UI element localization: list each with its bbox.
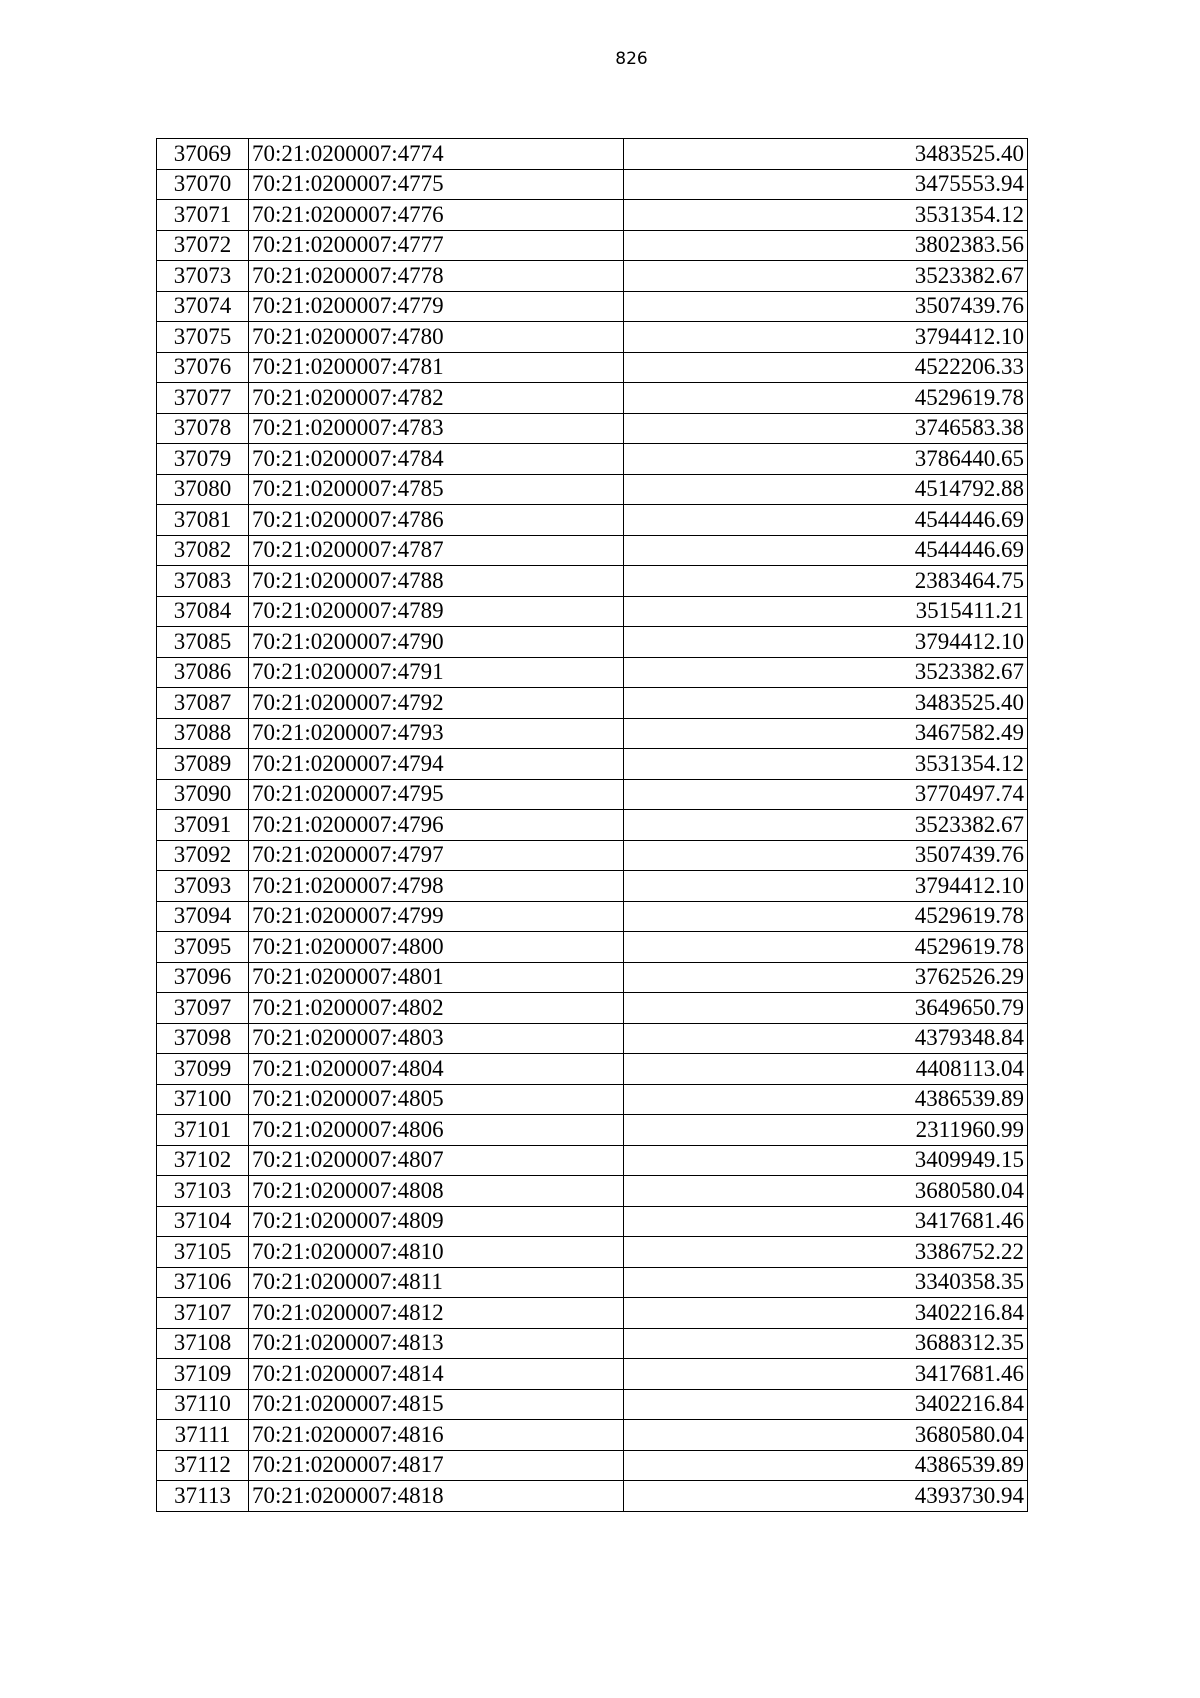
cadastral-value-cell: 3507439.76	[624, 840, 1028, 871]
cadastral-value-cell: 3688312.35	[624, 1328, 1028, 1359]
cadastral-value-cell: 2311960.99	[624, 1115, 1028, 1146]
table-row	[157, 413, 1028, 444]
table-row	[157, 444, 1028, 475]
cadastral-number-cell: 70:21:0200007:4810	[249, 1237, 624, 1268]
row-number-cell: 37097	[157, 993, 249, 1024]
cadastral-value-table	[156, 138, 1028, 1512]
table-row	[157, 1084, 1028, 1115]
cadastral-number-cell: 70:21:0200007:4816	[249, 1420, 624, 1451]
cadastral-value-cell: 4529619.78	[624, 383, 1028, 414]
table-row	[157, 1481, 1028, 1512]
row-number-cell: 37079	[157, 444, 249, 475]
table-row	[157, 169, 1028, 200]
row-number-cell: 37093	[157, 871, 249, 902]
table-row	[157, 1298, 1028, 1329]
row-number-cell: 37100	[157, 1084, 249, 1115]
table-row	[157, 962, 1028, 993]
cadastral-number-cell: 70:21:0200007:4818	[249, 1481, 624, 1512]
cadastral-number-cell: 70:21:0200007:4776	[249, 200, 624, 231]
cadastral-value-cell: 3409949.15	[624, 1145, 1028, 1176]
cadastral-value-cell: 4529619.78	[624, 901, 1028, 932]
row-number-cell: 37078	[157, 413, 249, 444]
cadastral-value-cell: 4529619.78	[624, 932, 1028, 963]
table-row	[157, 1420, 1028, 1451]
table-row	[157, 1115, 1028, 1146]
table-row	[157, 1359, 1028, 1390]
row-number-cell: 37088	[157, 718, 249, 749]
table-row	[157, 1328, 1028, 1359]
row-number-cell: 37099	[157, 1054, 249, 1085]
row-number-cell: 37106	[157, 1267, 249, 1298]
row-number-cell: 37086	[157, 657, 249, 688]
row-number-cell: 37082	[157, 535, 249, 566]
cadastral-value-cell: 3483525.40	[624, 688, 1028, 719]
row-number-cell: 37071	[157, 200, 249, 231]
cadastral-number-cell: 70:21:0200007:4803	[249, 1023, 624, 1054]
cadastral-number-cell: 70:21:0200007:4791	[249, 657, 624, 688]
row-number-cell: 37075	[157, 322, 249, 353]
row-number-cell: 37113	[157, 1481, 249, 1512]
cadastral-number-cell: 70:21:0200007:4794	[249, 749, 624, 780]
row-number-cell: 37089	[157, 749, 249, 780]
table-row	[157, 1023, 1028, 1054]
cadastral-value-cell: 4544446.69	[624, 505, 1028, 536]
cadastral-value-cell: 3507439.76	[624, 291, 1028, 322]
table-row	[157, 810, 1028, 841]
row-number-cell: 37110	[157, 1389, 249, 1420]
cadastral-number-cell: 70:21:0200007:4775	[249, 169, 624, 200]
cadastral-number-cell: 70:21:0200007:4808	[249, 1176, 624, 1207]
cadastral-number-cell: 70:21:0200007:4799	[249, 901, 624, 932]
cadastral-value-cell: 4514792.88	[624, 474, 1028, 505]
row-number-cell: 37091	[157, 810, 249, 841]
cadastral-number-cell: 70:21:0200007:4815	[249, 1389, 624, 1420]
cadastral-number-cell: 70:21:0200007:4798	[249, 871, 624, 902]
cadastral-value-cell: 3417681.46	[624, 1206, 1028, 1237]
table-row	[157, 1054, 1028, 1085]
cadastral-value-cell: 3680580.04	[624, 1420, 1028, 1451]
cadastral-number-cell: 70:21:0200007:4797	[249, 840, 624, 871]
cadastral-value-cell: 4544446.69	[624, 535, 1028, 566]
cadastral-number-cell: 70:21:0200007:4804	[249, 1054, 624, 1085]
cadastral-number-cell: 70:21:0200007:4811	[249, 1267, 624, 1298]
table-row	[157, 352, 1028, 383]
table-row	[157, 901, 1028, 932]
row-number-cell: 37095	[157, 932, 249, 963]
cadastral-number-cell: 70:21:0200007:4790	[249, 627, 624, 658]
row-number-cell: 37080	[157, 474, 249, 505]
cadastral-number-cell: 70:21:0200007:4780	[249, 322, 624, 353]
cadastral-number-cell: 70:21:0200007:4785	[249, 474, 624, 505]
table-row	[157, 932, 1028, 963]
cadastral-number-cell: 70:21:0200007:4813	[249, 1328, 624, 1359]
row-number-cell: 37077	[157, 383, 249, 414]
row-number-cell: 37076	[157, 352, 249, 383]
row-number-cell: 37105	[157, 1237, 249, 1268]
cadastral-value-cell: 3794412.10	[624, 871, 1028, 902]
table-row	[157, 1450, 1028, 1481]
cadastral-number-cell: 70:21:0200007:4781	[249, 352, 624, 383]
table-row	[157, 1206, 1028, 1237]
cadastral-number-cell: 70:21:0200007:4774	[249, 139, 624, 170]
table-row	[157, 261, 1028, 292]
row-number-cell: 37094	[157, 901, 249, 932]
row-number-cell: 37073	[157, 261, 249, 292]
cadastral-value-cell: 3402216.84	[624, 1298, 1028, 1329]
cadastral-value-cell: 3467582.49	[624, 718, 1028, 749]
cadastral-number-cell: 70:21:0200007:4789	[249, 596, 624, 627]
cadastral-value-cell: 3531354.12	[624, 200, 1028, 231]
cadastral-number-cell: 70:21:0200007:4795	[249, 779, 624, 810]
row-number-cell: 37109	[157, 1359, 249, 1390]
cadastral-value-cell: 3802383.56	[624, 230, 1028, 261]
cadastral-value-cell: 3786440.65	[624, 444, 1028, 475]
cadastral-number-cell: 70:21:0200007:4796	[249, 810, 624, 841]
row-number-cell: 37074	[157, 291, 249, 322]
cadastral-value-cell: 3417681.46	[624, 1359, 1028, 1390]
table-row	[157, 1145, 1028, 1176]
table-row	[157, 535, 1028, 566]
cadastral-number-cell: 70:21:0200007:4783	[249, 413, 624, 444]
cadastral-value-cell: 4386539.89	[624, 1450, 1028, 1481]
table-row	[157, 505, 1028, 536]
cadastral-number-cell: 70:21:0200007:4801	[249, 962, 624, 993]
row-number-cell: 37104	[157, 1206, 249, 1237]
row-number-cell: 37102	[157, 1145, 249, 1176]
row-number-cell: 37108	[157, 1328, 249, 1359]
cadastral-number-cell: 70:21:0200007:4805	[249, 1084, 624, 1115]
table-row	[157, 718, 1028, 749]
row-number-cell: 37112	[157, 1450, 249, 1481]
cadastral-number-cell: 70:21:0200007:4814	[249, 1359, 624, 1390]
cadastral-number-cell: 70:21:0200007:4777	[249, 230, 624, 261]
row-number-cell: 37072	[157, 230, 249, 261]
cadastral-number-cell: 70:21:0200007:4787	[249, 535, 624, 566]
table-row	[157, 688, 1028, 719]
cadastral-value-cell: 3515411.21	[624, 596, 1028, 627]
cadastral-value-cell: 3523382.67	[624, 810, 1028, 841]
cadastral-value-cell: 3649650.79	[624, 993, 1028, 1024]
cadastral-value-cell: 3340358.35	[624, 1267, 1028, 1298]
cadastral-value-cell: 3794412.10	[624, 627, 1028, 658]
table-row	[157, 657, 1028, 688]
cadastral-value-cell: 4386539.89	[624, 1084, 1028, 1115]
cadastral-value-cell: 3523382.67	[624, 261, 1028, 292]
cadastral-value-cell: 4408113.04	[624, 1054, 1028, 1085]
table-row	[157, 871, 1028, 902]
row-number-cell: 37084	[157, 596, 249, 627]
table-row	[157, 200, 1028, 231]
table-row	[157, 749, 1028, 780]
cadastral-value-cell: 3386752.22	[624, 1237, 1028, 1268]
cadastral-number-cell: 70:21:0200007:4802	[249, 993, 624, 1024]
table-body	[157, 139, 1028, 1512]
table-row	[157, 1267, 1028, 1298]
cadastral-number-cell: 70:21:0200007:4786	[249, 505, 624, 536]
row-number-cell: 37096	[157, 962, 249, 993]
table-row	[157, 840, 1028, 871]
table-row	[157, 322, 1028, 353]
cadastral-value-cell: 3402216.84	[624, 1389, 1028, 1420]
table-row	[157, 291, 1028, 322]
table-row	[157, 596, 1028, 627]
cadastral-value-cell: 3746583.38	[624, 413, 1028, 444]
table-row	[157, 474, 1028, 505]
cadastral-value-cell: 3531354.12	[624, 749, 1028, 780]
cadastral-number-cell: 70:21:0200007:4784	[249, 444, 624, 475]
cadastral-value-cell: 3794412.10	[624, 322, 1028, 353]
cadastral-value-cell: 4379348.84	[624, 1023, 1028, 1054]
cadastral-value-cell: 3770497.74	[624, 779, 1028, 810]
cadastral-value-cell: 3483525.40	[624, 139, 1028, 170]
cadastral-number-cell: 70:21:0200007:4812	[249, 1298, 624, 1329]
cadastral-value-cell: 3523382.67	[624, 657, 1028, 688]
table-row	[157, 1237, 1028, 1268]
table-row	[157, 230, 1028, 261]
cadastral-number-cell: 70:21:0200007:4779	[249, 291, 624, 322]
cadastral-number-cell: 70:21:0200007:4809	[249, 1206, 624, 1237]
table-row	[157, 383, 1028, 414]
cadastral-number-cell: 70:21:0200007:4782	[249, 383, 624, 414]
table-row	[157, 779, 1028, 810]
cadastral-number-cell: 70:21:0200007:4788	[249, 566, 624, 597]
cadastral-number-cell: 70:21:0200007:4806	[249, 1115, 624, 1146]
page-number: 826	[615, 49, 648, 69]
cadastral-number-cell: 70:21:0200007:4807	[249, 1145, 624, 1176]
row-number-cell: 37092	[157, 840, 249, 871]
cadastral-value-cell: 3762526.29	[624, 962, 1028, 993]
row-number-cell: 37070	[157, 169, 249, 200]
row-number-cell: 37098	[157, 1023, 249, 1054]
row-number-cell: 37111	[157, 1420, 249, 1451]
cadastral-number-cell: 70:21:0200007:4792	[249, 688, 624, 719]
cadastral-value-cell: 4393730.94	[624, 1481, 1028, 1512]
row-number-cell: 37087	[157, 688, 249, 719]
cadastral-value-cell: 2383464.75	[624, 566, 1028, 597]
table-row	[157, 627, 1028, 658]
table-row	[157, 1176, 1028, 1207]
cadastral-value-cell: 3680580.04	[624, 1176, 1028, 1207]
row-number-cell: 37085	[157, 627, 249, 658]
cadastral-number-cell: 70:21:0200007:4800	[249, 932, 624, 963]
table-row	[157, 1389, 1028, 1420]
row-number-cell: 37090	[157, 779, 249, 810]
table-row	[157, 139, 1028, 170]
cadastral-number-cell: 70:21:0200007:4778	[249, 261, 624, 292]
row-number-cell: 37081	[157, 505, 249, 536]
table-row	[157, 993, 1028, 1024]
row-number-cell: 37069	[157, 139, 249, 170]
cadastral-number-cell: 70:21:0200007:4793	[249, 718, 624, 749]
table-row	[157, 566, 1028, 597]
cadastral-value-cell: 4522206.33	[624, 352, 1028, 383]
row-number-cell: 37107	[157, 1298, 249, 1329]
cadastral-number-cell: 70:21:0200007:4817	[249, 1450, 624, 1481]
row-number-cell: 37083	[157, 566, 249, 597]
cadastral-value-cell: 3475553.94	[624, 169, 1028, 200]
row-number-cell: 37101	[157, 1115, 249, 1146]
row-number-cell: 37103	[157, 1176, 249, 1207]
